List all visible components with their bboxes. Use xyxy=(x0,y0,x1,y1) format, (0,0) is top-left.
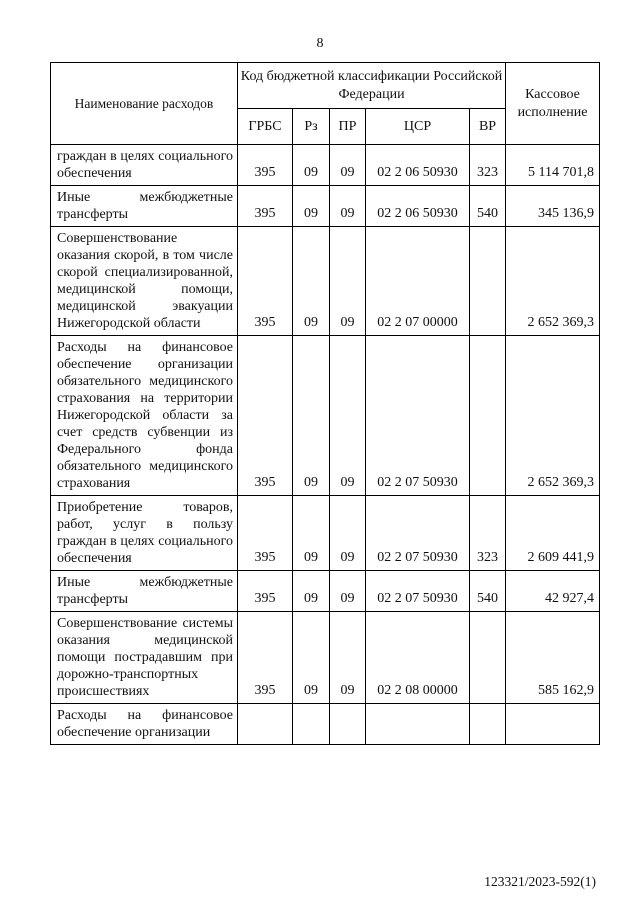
csr-code: 02 2 07 50930 xyxy=(366,336,470,496)
vr-code: 323 xyxy=(470,496,506,571)
vr-code: 540 xyxy=(470,186,506,227)
expense-name: Совершенствование системы оказания медицинской помощи пострадавшим при дорожно-транспортных происшествиях xyxy=(51,612,238,704)
table-row xyxy=(51,571,600,612)
cash-amount: 42 927,4 xyxy=(506,571,600,612)
expense-name: Расходы на финансовое обеспечение организации обязательного медицинского страхования на территории Нижегородской области за счет средств субвенции из Федерального фонда обязательного медицинского страхования xyxy=(51,336,238,496)
csr-code xyxy=(366,704,470,745)
expense-name: граждан в целях социального обеспечения xyxy=(51,145,238,186)
expense-name: Иные межбюджетные трансферты xyxy=(51,186,238,227)
page-number: 8 xyxy=(316,36,324,51)
document-registration-number: 123321/2023-592(1) xyxy=(484,874,596,889)
expense-name: Приобретение товаров, работ, услуг в пользу граждан в целях социального обеспечения xyxy=(51,496,238,571)
vr-code xyxy=(470,612,506,704)
grbs-code: 395 xyxy=(238,227,293,336)
pr-code: 09 xyxy=(330,612,366,704)
csr-code: 02 2 07 50930 xyxy=(366,571,470,612)
vr-code: 323 xyxy=(470,145,506,186)
vr-code xyxy=(470,704,506,745)
csr-code: 02 2 06 50930 xyxy=(366,145,470,186)
csr-code: 02 2 07 50930 xyxy=(366,496,470,571)
rz-code: 09 xyxy=(293,186,330,227)
cash-amount: 2 652 369,3 xyxy=(506,227,600,336)
rz-code: 09 xyxy=(293,227,330,336)
pr-code: 09 xyxy=(330,336,366,496)
rz-code: 09 xyxy=(293,496,330,571)
csr-code: 02 2 07 00000 xyxy=(366,227,470,336)
cash-amount: 2 652 369,3 xyxy=(506,336,600,496)
rz-code: 09 xyxy=(293,336,330,496)
grbs-code: 395 xyxy=(238,145,293,186)
expense-name: Иные межбюджетные трансферты xyxy=(51,571,238,612)
header-csr: ЦСР xyxy=(366,109,470,145)
csr-code: 02 2 06 50930 xyxy=(366,186,470,227)
rz-code: 09 xyxy=(293,612,330,704)
vr-code: 540 xyxy=(470,571,506,612)
pr-code: 09 xyxy=(330,145,366,186)
budget-execution-table xyxy=(50,62,600,745)
table-row xyxy=(51,496,600,571)
vr-code xyxy=(470,336,506,496)
grbs-code: 395 xyxy=(238,336,293,496)
rz-code: 09 xyxy=(293,571,330,612)
cash-amount xyxy=(506,704,600,745)
grbs-code: 395 xyxy=(238,571,293,612)
header-expense-name: Наименование расходов xyxy=(51,63,238,145)
expense-name: Расходы на финансовое обеспечение организации xyxy=(51,704,238,745)
pr-code: 09 xyxy=(330,496,366,571)
header-cash-execution: Кассовое исполнение xyxy=(506,63,600,145)
header-grbs: ГРБС xyxy=(238,109,293,145)
table-row xyxy=(51,145,600,186)
grbs-code: 395 xyxy=(238,612,293,704)
cash-amount: 5 114 701,8 xyxy=(506,145,600,186)
cash-amount: 2 609 441,9 xyxy=(506,496,600,571)
pr-code: 09 xyxy=(330,571,366,612)
header-rz: Рз xyxy=(293,109,330,145)
pr-code xyxy=(330,704,366,745)
pr-code: 09 xyxy=(330,227,366,336)
table-row xyxy=(51,612,600,704)
grbs-code: 395 xyxy=(238,496,293,571)
cash-amount: 345 136,9 xyxy=(506,186,600,227)
cash-amount: 585 162,9 xyxy=(506,612,600,704)
header-vr: ВР xyxy=(470,109,506,145)
csr-code: 02 2 08 00000 xyxy=(366,612,470,704)
header-budget-code-group: Код бюджетной классификации Российской Федерации xyxy=(238,63,506,109)
expense-name: Совершенствование оказания скорой, в том числе скорой специализированной, медицинской помощи, медицинской эвакуации Нижегородской области xyxy=(51,227,238,336)
rz-code: 09 xyxy=(293,145,330,186)
pr-code: 09 xyxy=(330,186,366,227)
vr-code xyxy=(470,227,506,336)
grbs-code xyxy=(238,704,293,745)
table-row xyxy=(51,186,600,227)
table-row xyxy=(51,227,600,336)
grbs-code: 395 xyxy=(238,186,293,227)
table-row xyxy=(51,336,600,496)
header-pr: ПР xyxy=(330,109,366,145)
rz-code xyxy=(293,704,330,745)
table-row xyxy=(51,704,600,745)
